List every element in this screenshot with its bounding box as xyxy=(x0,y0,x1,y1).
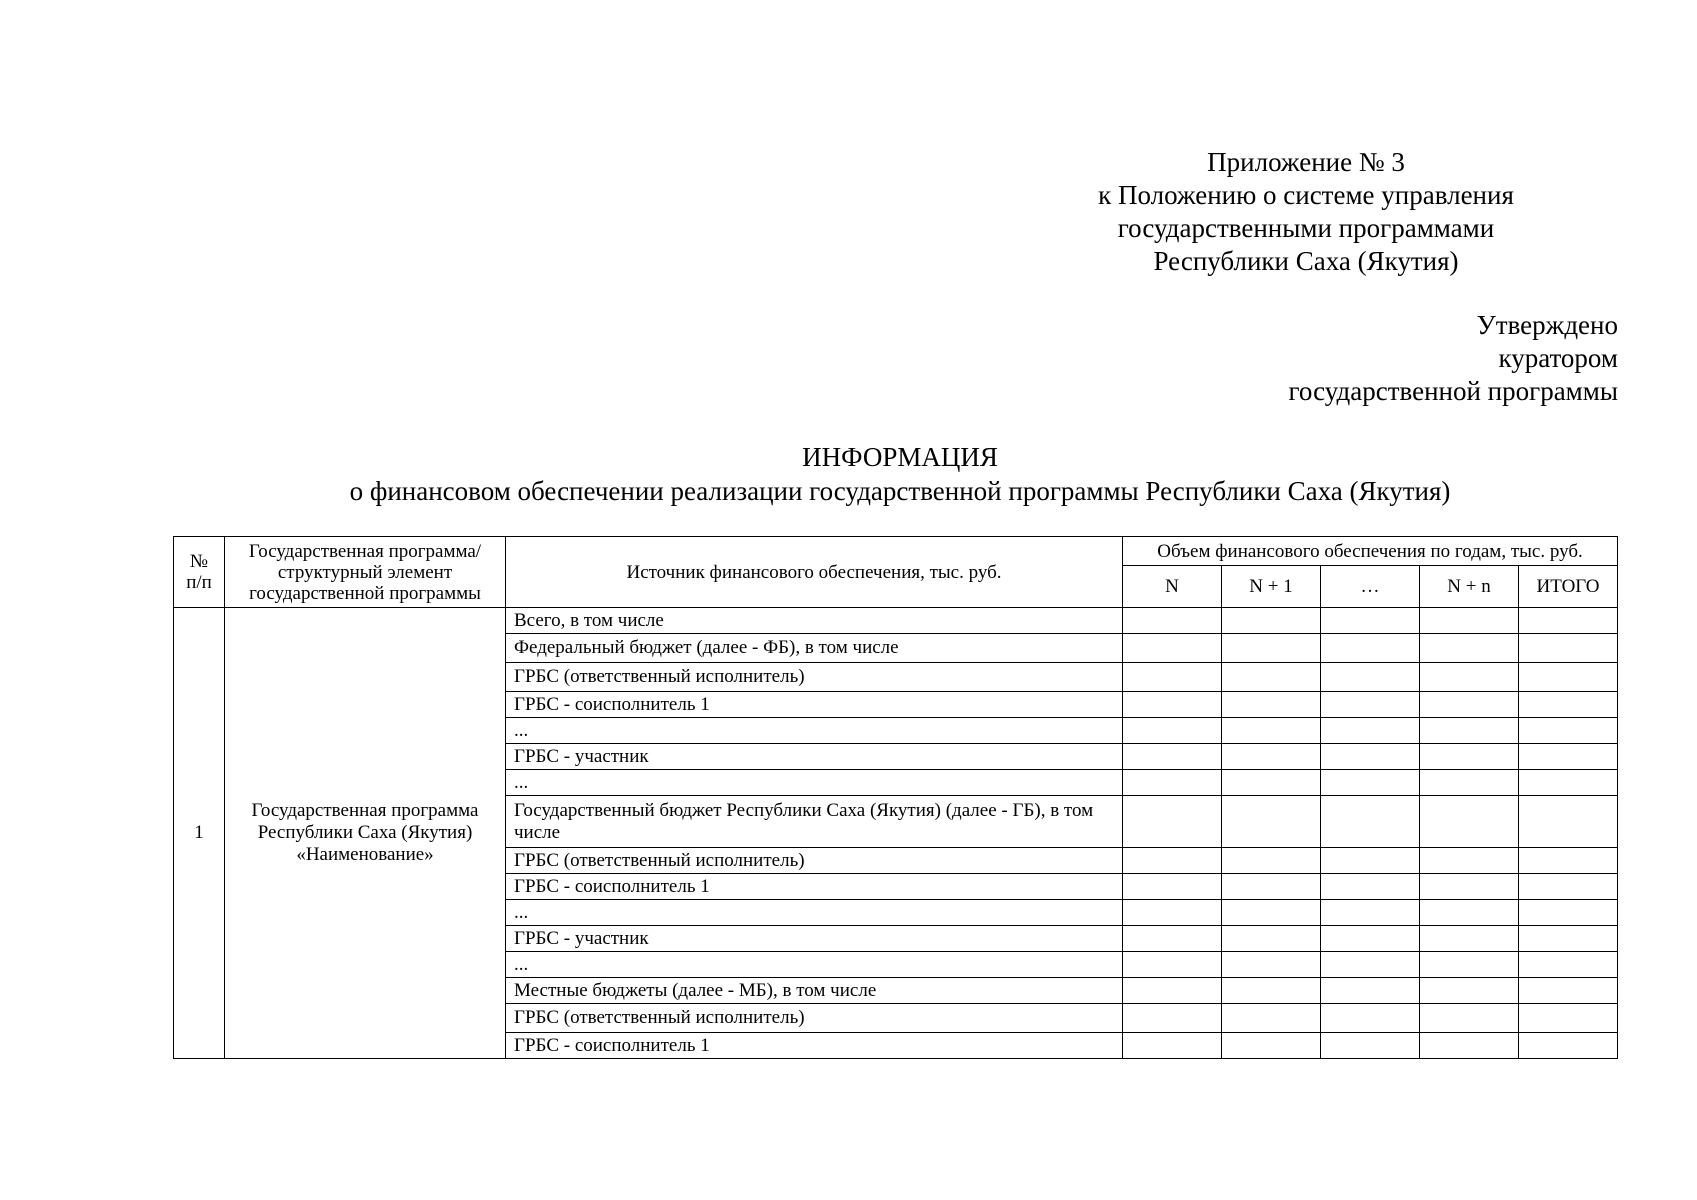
source-cell: ГРБС - участник xyxy=(506,744,1123,770)
value-cell xyxy=(1321,796,1420,848)
value-cell xyxy=(1123,663,1222,692)
program-name-cell: Государственная программа Республики Саха (Якутия) «Наименование» xyxy=(225,608,506,1059)
source-cell: Всего, в том числе xyxy=(506,608,1123,634)
value-cell xyxy=(1222,978,1321,1004)
value-cell xyxy=(1519,926,1618,952)
value-cell xyxy=(1222,952,1321,978)
value-cell xyxy=(1123,978,1222,1004)
source-cell: ГРБС - участник xyxy=(506,926,1123,952)
value-cell xyxy=(1222,663,1321,692)
value-cell xyxy=(1123,796,1222,848)
value-cell xyxy=(1420,952,1519,978)
value-cell xyxy=(1222,874,1321,900)
value-cell xyxy=(1519,744,1618,770)
annex-line-4: Республики Саха (Якутия) xyxy=(1153,246,1459,276)
value-cell xyxy=(1123,1033,1222,1059)
value-cell xyxy=(1519,1033,1618,1059)
source-cell: ... xyxy=(506,770,1123,796)
value-cell xyxy=(1321,848,1420,874)
document-title xyxy=(300,440,1500,508)
header-year-n: N xyxy=(1123,566,1222,608)
approval-line-2: куратором xyxy=(1498,343,1618,373)
source-cell: Местные бюджеты (далее - МБ), в том числе xyxy=(506,978,1123,1004)
value-cell xyxy=(1222,718,1321,744)
value-cell xyxy=(1321,952,1420,978)
value-cell xyxy=(1519,848,1618,874)
value-cell xyxy=(1420,663,1519,692)
title-line-1: ИНФОРМАЦИЯ xyxy=(802,442,998,472)
value-cell xyxy=(1321,692,1420,718)
value-cell xyxy=(1123,848,1222,874)
value-cell xyxy=(1123,900,1222,926)
value-cell xyxy=(1123,874,1222,900)
row-number-cell: 1 xyxy=(174,608,225,1059)
value-cell xyxy=(1420,770,1519,796)
value-cell xyxy=(1420,978,1519,1004)
value-cell xyxy=(1222,1004,1321,1033)
value-cell xyxy=(1321,978,1420,1004)
source-cell: ... xyxy=(506,952,1123,978)
header-year-n-plus-1: N + 1 xyxy=(1222,566,1321,608)
approval-block xyxy=(1289,309,1619,408)
value-cell xyxy=(1222,900,1321,926)
value-cell xyxy=(1420,608,1519,634)
value-cell xyxy=(1321,634,1420,663)
value-cell xyxy=(1321,1004,1420,1033)
value-cell xyxy=(1123,692,1222,718)
value-cell xyxy=(1123,718,1222,744)
value-cell xyxy=(1420,718,1519,744)
value-cell xyxy=(1222,926,1321,952)
source-cell: ... xyxy=(506,718,1123,744)
header-volume: Объем финансового обеспечения по годам, тыс. руб. xyxy=(1123,537,1618,566)
value-cell xyxy=(1420,796,1519,848)
value-cell xyxy=(1420,926,1519,952)
value-cell xyxy=(1519,1004,1618,1033)
value-cell xyxy=(1123,952,1222,978)
value-cell xyxy=(1519,770,1618,796)
source-cell: ГРБС - соисполнитель 1 xyxy=(506,1033,1123,1059)
source-cell: ГРБС (ответственный исполнитель) xyxy=(506,1004,1123,1033)
header-year-n-plus-n: N + n xyxy=(1420,566,1519,608)
value-cell xyxy=(1519,796,1618,848)
value-cell xyxy=(1123,926,1222,952)
header-row-number: № п/п xyxy=(174,537,225,608)
financing-table xyxy=(173,536,1618,1059)
approval-line-1: Утверждено xyxy=(1476,310,1618,340)
value-cell xyxy=(1519,608,1618,634)
value-cell xyxy=(1321,744,1420,770)
value-cell xyxy=(1420,634,1519,663)
value-cell xyxy=(1519,978,1618,1004)
value-cell xyxy=(1222,848,1321,874)
value-cell xyxy=(1321,608,1420,634)
source-cell: Государственный бюджет Республики Саха (Якутия) (далее - ГБ), в том числе xyxy=(506,796,1123,848)
value-cell xyxy=(1321,1033,1420,1059)
value-cell xyxy=(1519,692,1618,718)
value-cell xyxy=(1420,692,1519,718)
value-cell xyxy=(1123,744,1222,770)
value-cell xyxy=(1222,744,1321,770)
annex-block xyxy=(1086,146,1526,278)
value-cell xyxy=(1519,634,1618,663)
value-cell xyxy=(1321,926,1420,952)
value-cell xyxy=(1321,900,1420,926)
value-cell xyxy=(1222,634,1321,663)
source-cell: ГРБС (ответственный исполнитель) xyxy=(506,663,1123,692)
value-cell xyxy=(1420,744,1519,770)
header-year-ellipsis: … xyxy=(1321,566,1420,608)
header-program: Государственная программа/ структурный элемент государственной программы xyxy=(225,537,506,608)
value-cell xyxy=(1123,608,1222,634)
source-cell: ... xyxy=(506,900,1123,926)
value-cell xyxy=(1519,874,1618,900)
value-cell xyxy=(1222,1033,1321,1059)
approval-line-3: государственной программы xyxy=(1288,376,1618,406)
value-cell xyxy=(1519,718,1618,744)
value-cell xyxy=(1222,796,1321,848)
value-cell xyxy=(1222,608,1321,634)
header-source: Источник финансового обеспечения, тыс. руб. xyxy=(506,537,1123,608)
source-cell: ГРБС - соисполнитель 1 xyxy=(506,874,1123,900)
source-cell: ГРБС (ответственный исполнитель) xyxy=(506,848,1123,874)
value-cell xyxy=(1123,1004,1222,1033)
value-cell xyxy=(1519,900,1618,926)
source-cell: Федеральный бюджет (далее - ФБ), в том числе xyxy=(506,634,1123,663)
value-cell xyxy=(1123,770,1222,796)
value-cell xyxy=(1321,718,1420,744)
value-cell xyxy=(1420,874,1519,900)
value-cell xyxy=(1420,1004,1519,1033)
value-cell xyxy=(1222,692,1321,718)
source-cell: ГРБС - соисполнитель 1 xyxy=(506,692,1123,718)
value-cell xyxy=(1321,770,1420,796)
value-cell xyxy=(1321,663,1420,692)
value-cell xyxy=(1123,634,1222,663)
value-cell xyxy=(1519,952,1618,978)
annex-line-2: к Положению о системе управления xyxy=(1098,180,1514,210)
value-cell xyxy=(1519,663,1618,692)
header-total: ИТОГО xyxy=(1519,566,1618,608)
title-line-2: о финансовом обеспечении реализации государственной программы Республики Саха (Якутия) xyxy=(349,476,1451,506)
value-cell xyxy=(1420,1033,1519,1059)
value-cell xyxy=(1420,900,1519,926)
annex-line-3: государственными программами xyxy=(1117,213,1495,243)
value-cell xyxy=(1321,874,1420,900)
value-cell xyxy=(1420,848,1519,874)
annex-line-1: Приложение № 3 xyxy=(1207,147,1405,177)
value-cell xyxy=(1222,770,1321,796)
